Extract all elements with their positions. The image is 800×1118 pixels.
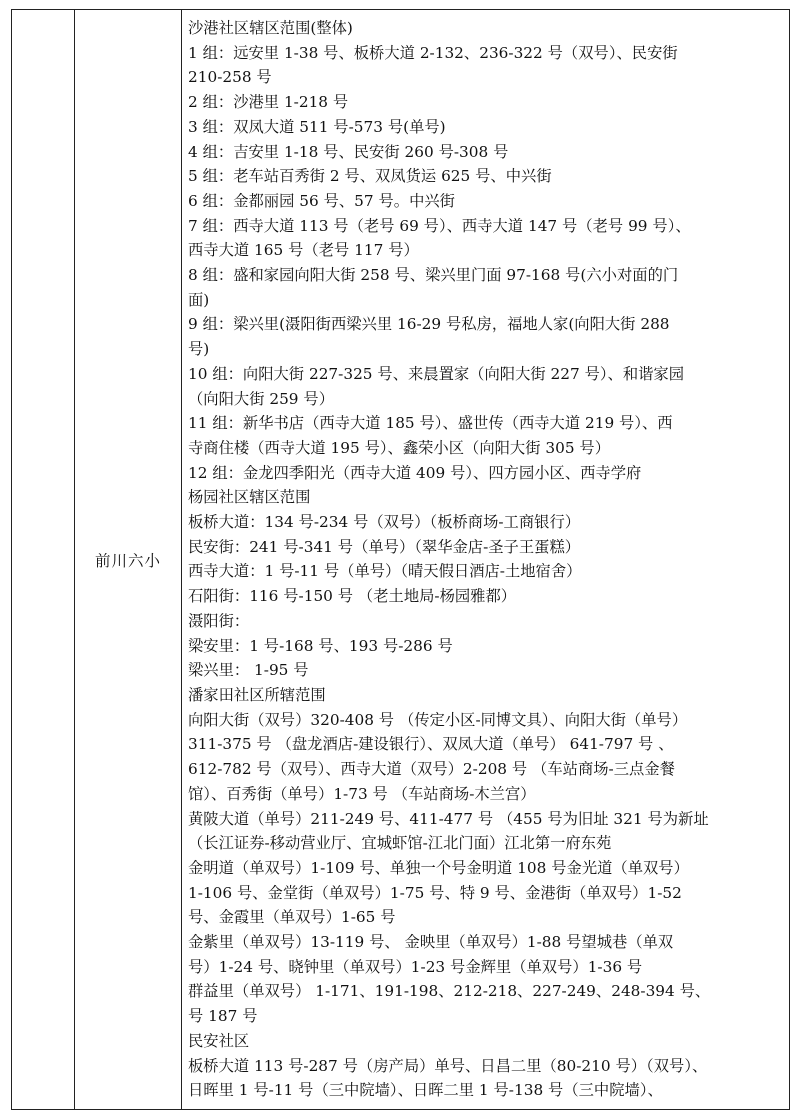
text-line: 号) bbox=[188, 340, 210, 359]
table-row bbox=[12, 10, 790, 1110]
text-line: 民安街：241 号-341 号（单号）（翠华金店-圣子王蛋糕） bbox=[188, 537, 581, 556]
text-line: 10 组：向阳大街 227-325 号、来晨置家（向阳大街 227 号）、和谐家园 bbox=[188, 364, 685, 383]
text-line: 板桥大道 113 号-287 号（房产局）单号、日昌二里（80-210 号）（双号）、 bbox=[188, 1056, 708, 1075]
text-line: 板桥大道：134 号-234 号（双号）（板桥商场-工商银行） bbox=[188, 513, 581, 532]
text-line: 5 组：老车站百秀街 2 号、双凤货运 625 号、中兴街 bbox=[188, 167, 552, 186]
text-line: 12 组：金龙四季阳光（西寺大道 409 号）、四方园小区、西寺学府 bbox=[188, 463, 642, 482]
text-line: 9 组：梁兴里(滠阳街西梁兴里 16-29 号私房，福地人家(向阳大街 288 bbox=[188, 315, 670, 334]
text-line: 民安社区 bbox=[188, 1031, 250, 1050]
text-line: （向阳大街 259 号） bbox=[188, 389, 335, 408]
text-line: 馆）、百秀街（单号）1-73 号 （车站商场-木兰宫） bbox=[188, 784, 536, 803]
text-line: 号）1-24 号、晓钟里（单双号）1-23 号金辉里（单双号）1-36 号 bbox=[188, 957, 643, 976]
text-line: 311-375 号 （盘龙酒店-建设银行）、双凤大道（单号） 641-797 号 、 bbox=[188, 735, 674, 754]
text-line: 1-106 号、金堂街（单双号）1-75 号、特 9 号、金港街（单双号）1-52 bbox=[188, 883, 682, 902]
text-line: 群益里（单双号） 1-171、191-198、212-218、227-249、248-394 号、 bbox=[188, 982, 711, 1001]
text-line: 西寺大道 165 号（老号 117 号） bbox=[188, 241, 419, 260]
district-table bbox=[11, 9, 790, 1110]
text-line: 金紫里（单双号）13-119 号、 金映里（单双号）1-88 号望城巷（单双 bbox=[188, 933, 674, 952]
text-line: 寺商住楼（西寺大道 195 号）、鑫荣小区（向阳大街 305 号） bbox=[188, 438, 611, 457]
text-line: 3 组：双凤大道 511 号-573 号(单号) bbox=[188, 117, 446, 136]
district-range-cell bbox=[182, 10, 790, 1110]
text-line: 612-782 号（双号）、西寺大道（双号）2-208 号 （车站商场-三点金餐 bbox=[188, 760, 675, 779]
text-line: 杨园社区辖区范围 bbox=[188, 488, 311, 507]
text-line: 滠阳街： bbox=[188, 611, 250, 630]
text-line: 7 组：西寺大道 113 号（老号 69 号）、西寺大道 147 号（老号 99 号）、 bbox=[188, 216, 691, 235]
text-line: 6 组：金都丽园 56 号、57 号。中兴街 bbox=[188, 191, 455, 210]
text-line: 号、金霞里（单双号）1-65 号 bbox=[188, 908, 396, 927]
text-line: 潘家田社区所辖范围 bbox=[188, 685, 326, 704]
text-line: 号 187 号 bbox=[188, 1007, 258, 1026]
text-line: 向阳大街（双号）320-408 号 （传定小区-同博文具）、向阳大街（单号） bbox=[188, 710, 688, 729]
text-line: 210-258 号 bbox=[188, 68, 272, 87]
text-line: 梁兴里： 1-95 号 bbox=[188, 661, 309, 680]
text-line: 西寺大道：1 号-11 号（单号）（晴天假日酒店-土地宿舍） bbox=[188, 562, 582, 581]
text-line: 2 组：沙港里 1-218 号 bbox=[188, 93, 349, 112]
district-range-text bbox=[188, 16, 783, 1103]
text-line: 金明道（单双号）1-109 号、单独一个号金明道 108 号金光道（单双号） bbox=[188, 858, 689, 877]
text-line: 梁安里：1 号-168 号、193 号-286 号 bbox=[188, 636, 453, 655]
text-line: 黄陂大道（单号）211-249 号、411-477 号 （455 号为旧址 321 号为新址 bbox=[188, 809, 709, 828]
text-line: 11 组：新华书店（西寺大道 185 号）、盛世传（西寺大道 219 号）、西 bbox=[188, 414, 673, 433]
text-line: 日晖里 1 号-11 号（三中院墙）、日晖二里 1 号-138 号（三中院墙）、 bbox=[188, 1081, 663, 1100]
text-line: 石阳街：116 号-150 号 （老土地局-杨园雅都） bbox=[188, 587, 517, 606]
blank-cell bbox=[12, 10, 75, 1110]
text-line: 1 组：远安里 1-38 号、板桥大道 2-132、236-322 号（双号）、民安街 bbox=[188, 43, 678, 62]
text-line: （长江证券-移动营业厅、宜城虾馆-江北门面）江北第一府东苑 bbox=[188, 834, 612, 853]
text-line: 沙港社区辖区范围(整体) bbox=[188, 19, 353, 37]
school-cell bbox=[75, 10, 182, 1110]
school-name: 前川六小 bbox=[94, 551, 161, 570]
text-line: 4 组：吉安里 1-18 号、民安街 260 号-308 号 bbox=[188, 142, 509, 161]
text-line: 8 组：盛和家园向阳大街 258 号、梁兴里门面 97-168 号(六小对面的门 bbox=[188, 266, 679, 285]
text-line: 面) bbox=[188, 290, 210, 309]
